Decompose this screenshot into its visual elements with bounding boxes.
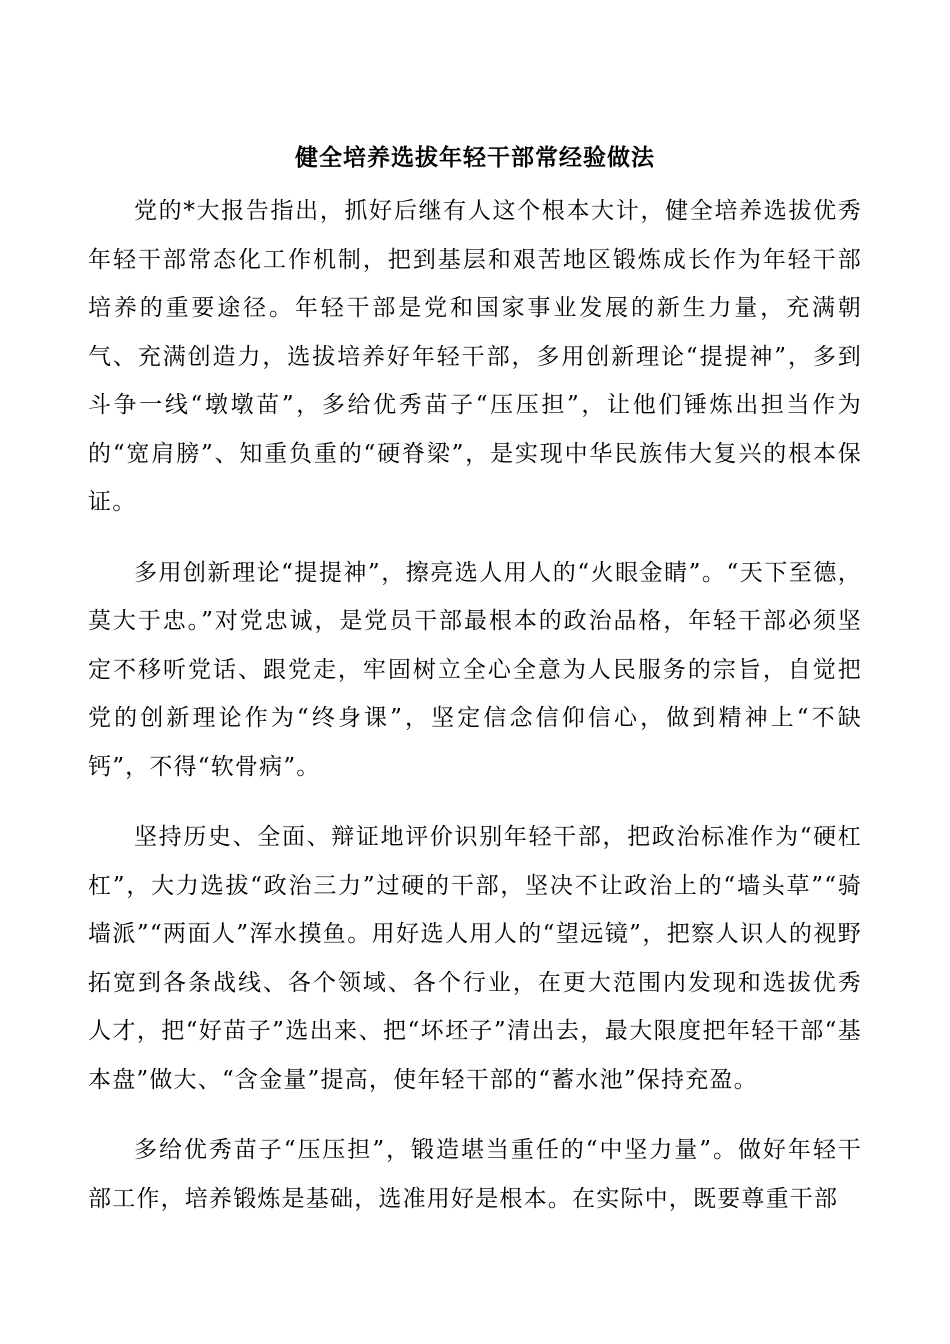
paragraph-4: 多给优秀苗子“压压担”，锻造堪当重任的“中坚力量”。做好年轻干部工作，培养锻炼是基础，选准用好是根本。在实际中，既要尊重干部 xyxy=(88,1137,862,1212)
document-title: 健全培养选拔年轻干部常经验做法 xyxy=(295,145,655,171)
paragraph-1: 党的*大报告指出，抓好后继有人这个根本大计，健全培养选拔优秀年轻干部常态化工作机制，把到基层和艰苦地区锻炼成长作为年轻干部培养的重要途径。年轻干部是党和国家事业发展的新生力量，充满朝气、充满创造力，选拔培养好年轻干部，多用创新理论“提提神”，多到斗争一线“墩墩苗”，多给优秀苗子“压压担”，让他们锤炼出担当作为的“宽肩膀”、知重负重的“硬脊梁”，是实现中华民族伟大复兴的根本保证。 xyxy=(88,198,862,515)
paragraph-3: 坚持历史、全面、辩证地评价识别年轻干部，把政治标准作为“硬杠杠”，大力选拔“政治三力”过硬的干部，坚决不让政治上的“墙头草”“骑墙派”“两面人”浑水摸鱼。用好选人用人的“望远镜”，把察人识人的视野拓宽到各条战线、各个领域、各个行业，在更大范围内发现和选拔优秀人才，把“好苗子”选出来、把“坏坯子”清出去，最大限度把年轻干部“基本盘”做大、“含金量”提高，使年轻干部的“蓄水池”保持充盈。 xyxy=(88,824,862,1093)
paragraph-2: 多用创新理论“提提神”，擦亮选人用人的“火眼金睛”。“天下至德，莫大于忠。”对党忠诚，是党员干部最根本的政治品格，年轻干部必须坚定不移听党话、跟党走，牢固树立全心全意为人民服务的宗旨，自觉把党的创新理论作为“终身课”，坚定信念信仰信心，做到精神上“不缺钙”，不得“软骨病”。 xyxy=(88,559,862,780)
document-body xyxy=(88,187,862,1245)
